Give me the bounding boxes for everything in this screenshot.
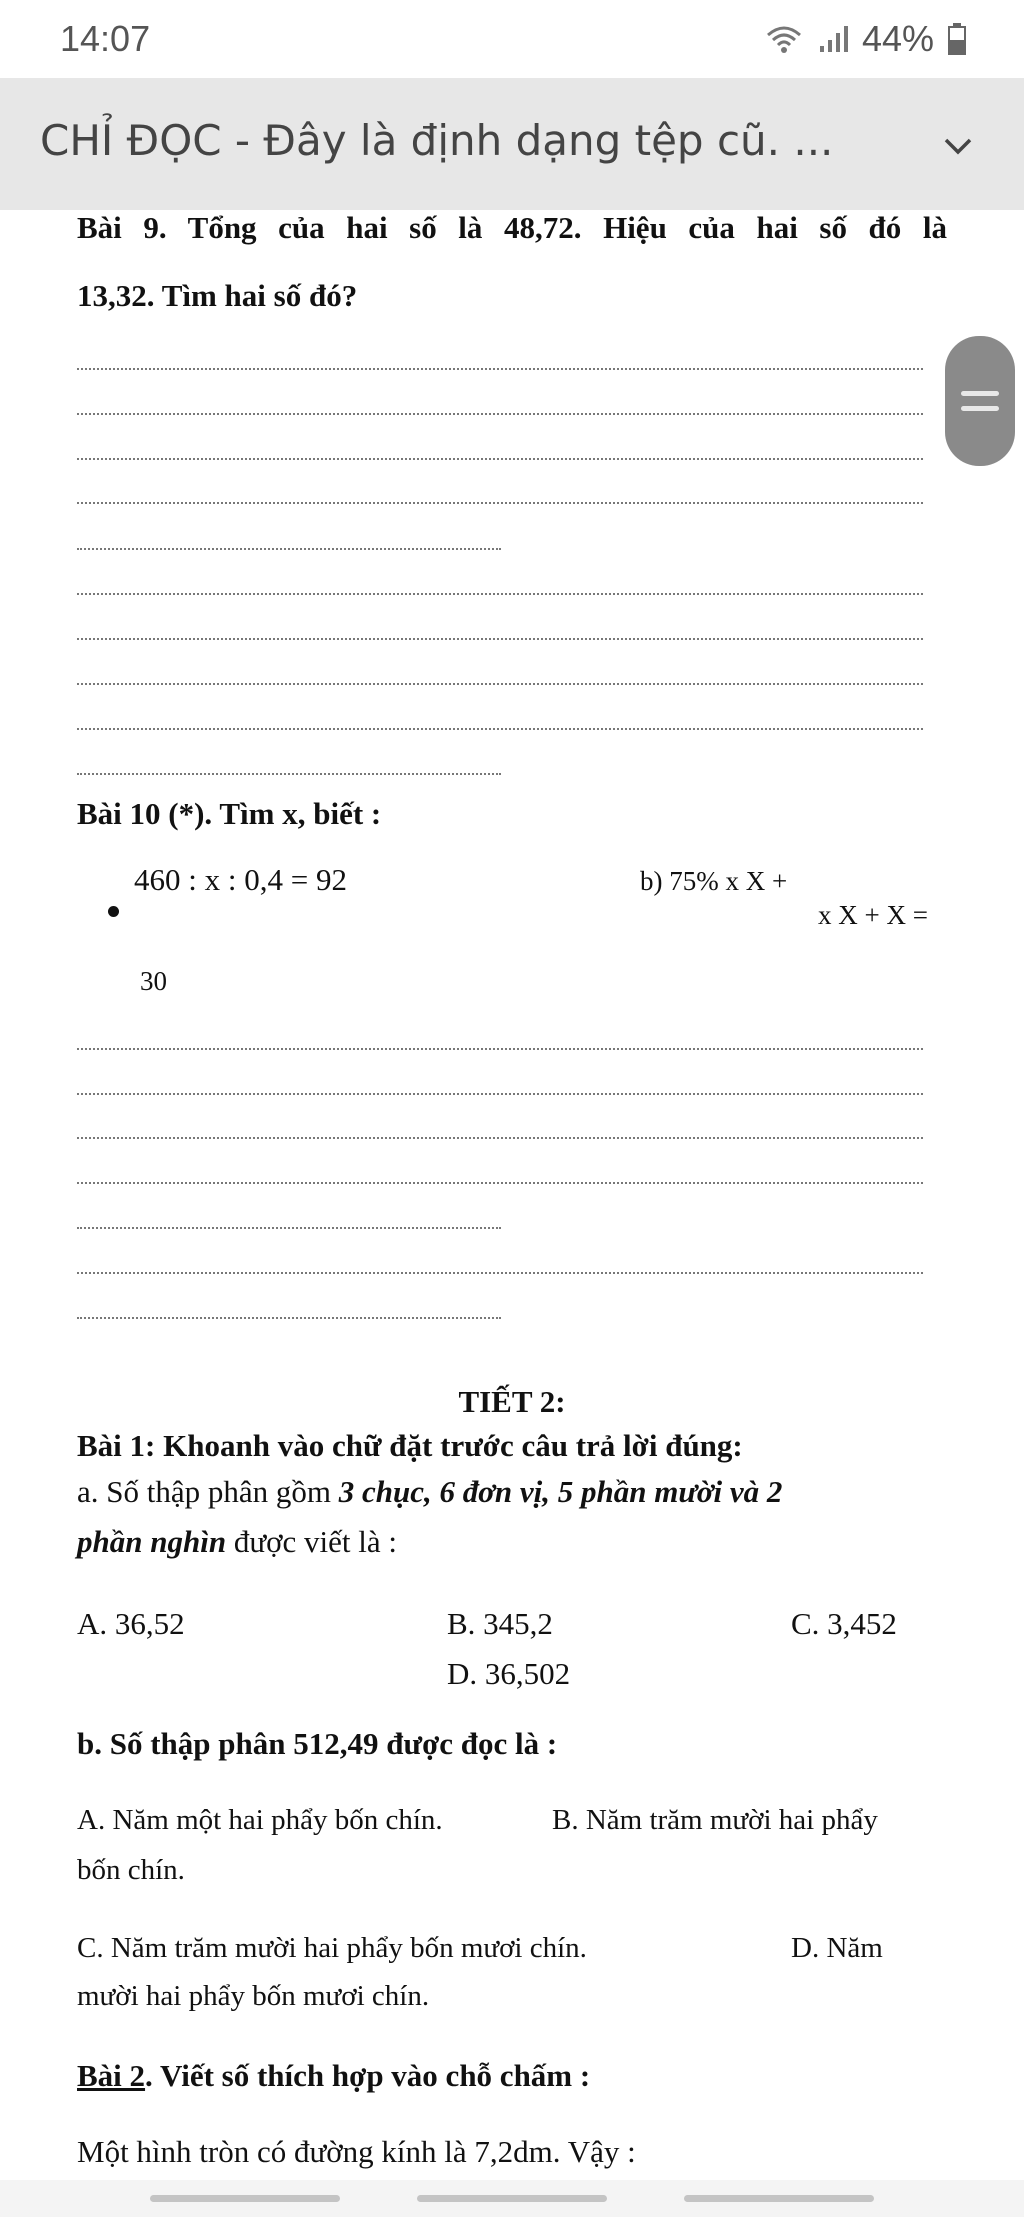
bai2-instruction: . Viết số thích hợp vào chỗ chấm :	[145, 2058, 591, 2093]
question-a-emphasis: 3 chục, 6 đơn vị, 5 phần mười và 2	[338, 1474, 783, 1509]
option-a: A. 36,52	[77, 1606, 185, 1641]
read-only-banner[interactable]	[0, 78, 1024, 210]
question-a-emphasis-2: phần nghìn	[77, 1524, 227, 1559]
bai10-part-b-cont: x X + X =	[818, 900, 928, 930]
answer-line	[77, 368, 923, 370]
scroll-handle[interactable]	[945, 336, 1015, 466]
status-time: 14:07	[60, 18, 151, 59]
question-a-line2	[77, 1524, 397, 1560]
signal-icon	[818, 24, 848, 54]
question-b-option-b-cont: bốn chín.	[77, 1854, 185, 1886]
question-b-option-b: B. Năm trăm mười hai phẩy	[552, 1804, 878, 1836]
bai2-text: Một hình tròn có đường kính là 7,2dm. Vậy :	[77, 2134, 636, 2169]
chevron-down-icon[interactable]	[940, 128, 976, 164]
option-d: D. 36,502	[447, 1656, 571, 1691]
question-b-option-d: D. Năm	[791, 1932, 883, 1964]
bai10-part-b: b) 75% x X +	[640, 866, 788, 896]
answer-line	[77, 1227, 501, 1229]
answer-line	[77, 1093, 923, 1095]
answer-line	[77, 1048, 923, 1050]
answer-line	[77, 548, 501, 550]
question-a-line1	[77, 1474, 782, 1510]
answer-line	[77, 1317, 501, 1319]
answer-line	[77, 1272, 923, 1274]
question-b-option-c: C. Năm trăm mười hai phẩy bốn mươi chín.	[77, 1932, 587, 1964]
bai2-title	[77, 2058, 590, 2094]
nav-indicator	[150, 2195, 340, 2202]
question-b-option-d-cont: mười hai phẩy bốn mươi chín.	[77, 1980, 430, 2012]
bai10-title: Bài 10 (*). Tìm x, biết :	[77, 796, 382, 831]
answer-line	[77, 638, 923, 640]
bai10-part-a: 460 : x : 0,4 = 92	[134, 862, 347, 897]
bai2-label: Bài 2	[77, 2058, 146, 2093]
navigation-bar	[0, 2180, 1024, 2217]
answer-line	[77, 502, 923, 504]
section-heading: TIẾT 2:	[458, 1384, 566, 1419]
bai10-part-b-value: 30	[140, 966, 167, 996]
answer-line	[77, 683, 923, 685]
banner-title: CHỈ ĐỌC - Đây là định dạng tệp cũ. ...	[40, 116, 834, 165]
battery-percent: 44%	[861, 18, 934, 59]
option-b: B. 345,2	[447, 1606, 553, 1641]
nav-indicator	[417, 2195, 607, 2202]
grip-line	[961, 406, 999, 411]
wifi-icon	[764, 23, 804, 55]
battery-icon	[948, 23, 966, 55]
bai9-line1: Bài 9. Tổng của hai số là 48,72. Hiệu của hai số đó là	[77, 210, 947, 245]
grip-line	[961, 391, 999, 396]
option-c: C. 3,452	[791, 1606, 897, 1641]
question-b-option-a: A. Năm một hai phẩy bốn chín.	[77, 1804, 443, 1836]
bai1-title: Bài 1: Khoanh vào chữ đặt trước câu trả lời đúng:	[77, 1428, 743, 1463]
answer-line	[77, 413, 923, 415]
answer-line	[77, 1182, 923, 1184]
answer-line	[77, 773, 501, 775]
bai9-line2: 13,32. Tìm hai số đó?	[77, 278, 358, 313]
answer-line	[77, 1137, 923, 1139]
question-a-prefix: a. Số thập phân gồm	[77, 1474, 339, 1509]
nav-indicator	[684, 2195, 874, 2202]
answer-line	[77, 458, 923, 460]
answer-line	[77, 728, 923, 730]
question-a-suffix: được viết là :	[226, 1524, 398, 1559]
answer-line	[77, 593, 923, 595]
question-b-title: b. Số thập phân 512,49 được đọc là :	[77, 1726, 558, 1761]
status-bar	[0, 0, 1024, 78]
bullet	[108, 906, 119, 917]
